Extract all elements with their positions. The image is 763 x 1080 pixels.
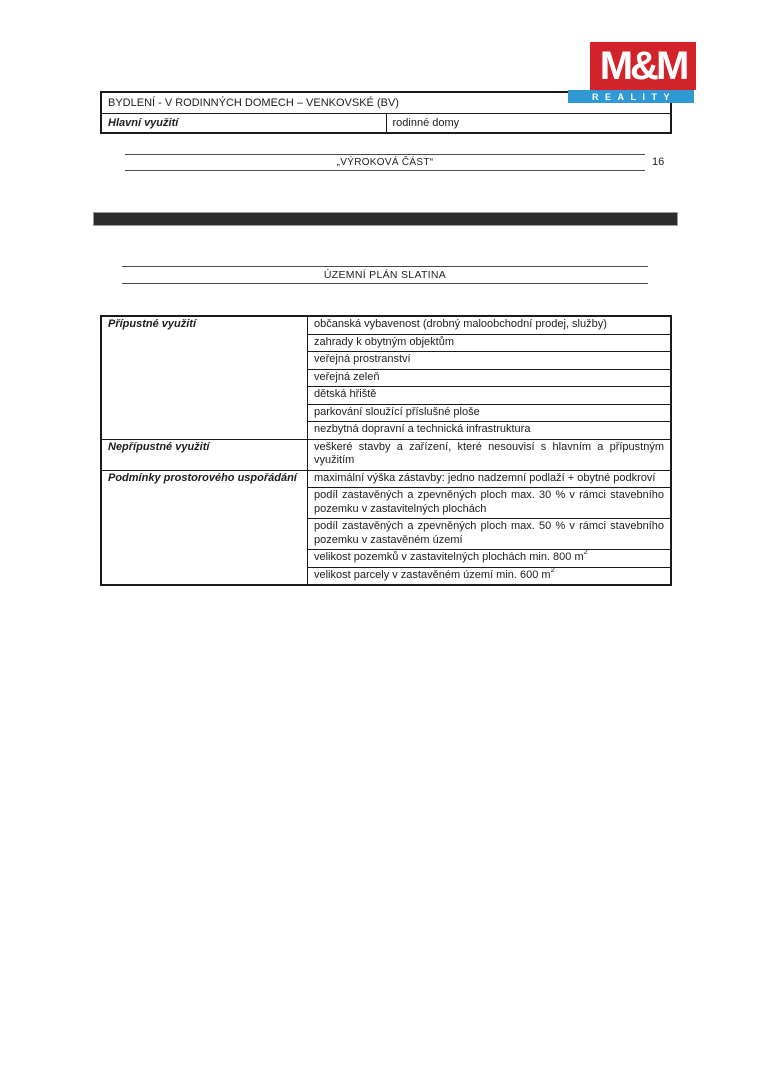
mm-reality-logo [568,42,696,103]
spatial-conditions-label: Podmínky prostorového uspořádání [101,470,308,585]
not-permitted-use-value [308,439,672,470]
logo-reality-bar [568,90,694,103]
wrap-line: pozemku v zastavitelných plochách [314,502,487,515]
main-use-value: rodinné domy [386,114,671,134]
permitted-use-item: občanská vybavenost (drobný maloobchodní prodej, služby) [308,316,672,334]
permitted-use-item: veřejná prostranství [308,352,672,370]
section-header-title: „VÝROKOVÁ ČÁST“ [336,157,434,168]
coverage-30-value [308,488,672,519]
wrap-line: pozemku v zastavěném území [314,533,463,546]
min-plot-800-text: velikost pozemků v zastavitelných plochách min. 800 m [314,551,584,563]
permitted-use-item: veřejná zeleň [308,369,672,387]
permitted-use-item: parkování sloužící příslušné ploše [308,404,672,422]
section-header [125,154,645,171]
logo-mm-text: M&M [599,43,687,88]
max-height-value: maximální výška zástavby: jedno nadzemní podlaží + obytné podkroví [308,470,672,488]
zone-title-cell: BYDLENÍ - V RODINNÝCH DOMECH – VENKOVSKÉ (BV) [101,92,671,114]
wrap-line: využitím [314,454,355,466]
page-number: 16 [652,156,665,168]
table-row [101,114,671,134]
superscript-2: 2 [583,547,588,557]
logo-reality-text: REALITY [591,91,676,102]
justified-line: podíl zastavěných a zpevněných ploch max. 50 % v rámci stavebního [314,520,664,532]
justified-line: podíl zastavěných a zpevněných ploch max. 30 % v rámci stavebního [314,489,664,501]
min-plot-600-value [308,564,672,585]
table-row [101,439,671,470]
not-permitted-use-label: Nepřípustné využití [101,439,308,470]
logo-mm-mark [590,42,696,90]
zoning-conditions-table [100,315,672,586]
coverage-50-value [308,519,672,550]
permitted-use-item: dětská hřiště [308,387,672,405]
table-row [101,470,671,488]
separator-bar [93,212,678,226]
permitted-use-label: Přípustné využití [101,316,308,439]
plan-title-text: ÚZEMNÍ PLÁN SLATINA [323,269,447,281]
main-use-label: Hlavní využití [101,114,386,134]
min-plot-600-text: velikost parcely v zastavěném území min. 600 m [314,568,551,581]
plan-title [122,266,648,284]
min-plot-800-value [308,547,672,568]
superscript-2: 2 [550,564,555,574]
permitted-use-item: nezbytná dopravní a technická infrastruktura [308,422,672,440]
permitted-use-item: zahrady k obytným objektům [308,334,672,352]
table-row [101,316,671,334]
justified-line: veškeré stavby a zařízení, které nesouvisí s hlavním a přípustným [314,440,664,453]
